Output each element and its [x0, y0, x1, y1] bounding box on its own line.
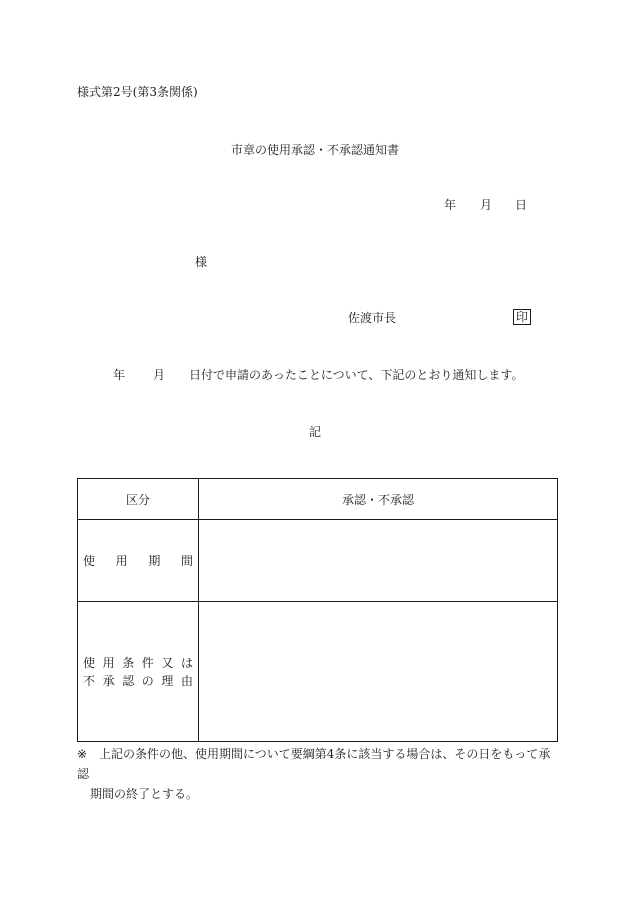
date-day-label: 日 — [515, 198, 528, 212]
addressee-suffix: 様 — [195, 255, 208, 269]
header-result: 承認・不承認 — [199, 479, 558, 520]
conditions-line2-char: 認 — [122, 673, 135, 688]
usage-period-label — [78, 520, 199, 602]
conditions-label-line1 — [78, 654, 198, 672]
conditions-line1-char: は — [180, 655, 193, 670]
conditions-line2-char: 不 — [83, 673, 96, 688]
conditions-value — [199, 602, 558, 742]
conditions-line2-char: 承 — [102, 673, 115, 688]
conditions-line2-char: の — [141, 673, 154, 688]
usage-period-char: 用 — [115, 553, 128, 568]
usage-period-char: 使 — [83, 553, 96, 568]
body-month-label: 月 — [153, 368, 166, 382]
conditions-line1-char: 用 — [102, 655, 115, 670]
table-row-usage-period — [78, 520, 558, 602]
conditions-line1-char: 使 — [83, 655, 96, 670]
usage-period-char: 間 — [180, 553, 193, 568]
date-year-label: 年 — [444, 198, 457, 212]
note-line2: 期間の終了とする。 — [90, 787, 199, 801]
seal-mark: 印 — [513, 309, 531, 325]
note-mark: ※ — [77, 747, 88, 761]
usage-period-char: 期 — [148, 553, 161, 568]
conditions-line1-char: 条 — [122, 655, 135, 670]
ki-heading: 記 — [308, 425, 321, 439]
note-line1: 上記の条件の他、使用期間について要綱第4条に該当する場合は、その日をもって承認 — [77, 747, 551, 781]
usage-period-value — [199, 520, 558, 602]
issuer-name: 佐渡市長 — [348, 311, 397, 325]
footnote — [77, 744, 557, 804]
form-number: 様式第2号(第3条関係) — [77, 85, 198, 99]
conditions-line1-char: 又 — [161, 655, 174, 670]
header-category: 区分 — [78, 479, 199, 520]
body-year-label: 年 — [113, 368, 126, 382]
conditions-label-line2 — [78, 672, 198, 690]
usage-period-label-text — [78, 552, 198, 570]
date-month-label: 月 — [480, 198, 493, 212]
table-row-conditions — [78, 602, 558, 742]
document-title: 市章の使用承認・不承認通知書 — [230, 143, 399, 157]
table-header-row — [78, 479, 558, 520]
conditions-line1-char: 件 — [141, 655, 154, 670]
body-sentence: 日付で申請のあったことについて、下記のとおり通知します。 — [189, 368, 524, 382]
body-text — [113, 369, 523, 381]
conditions-line2-char: 理 — [161, 673, 174, 688]
conditions-line2-char: 由 — [180, 673, 193, 688]
result-table — [77, 478, 558, 742]
conditions-label — [78, 602, 199, 742]
